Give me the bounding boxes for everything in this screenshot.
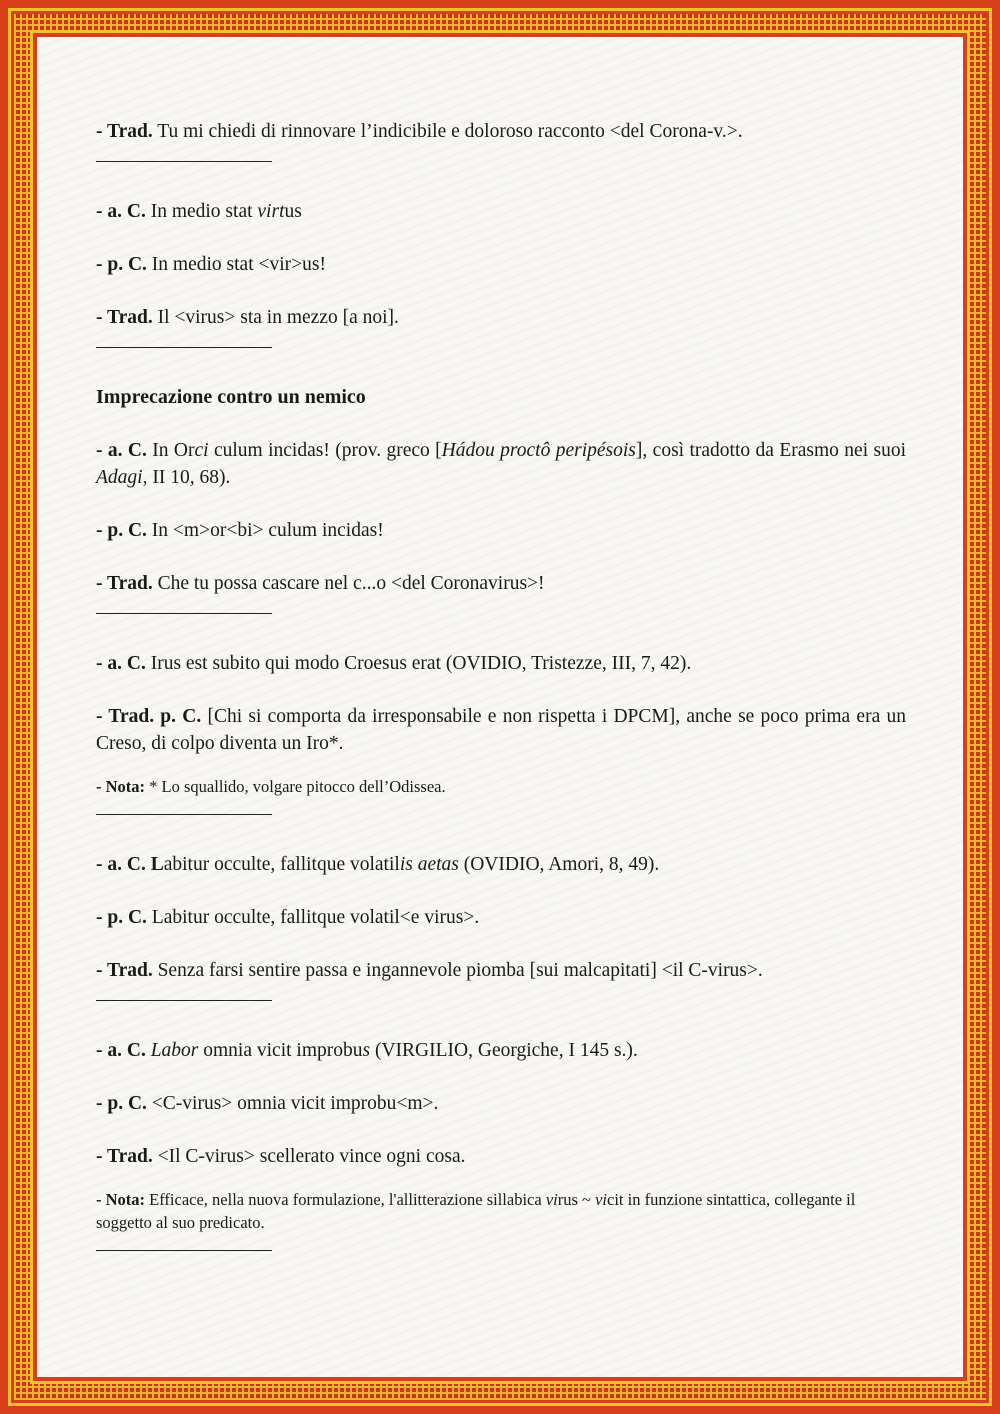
note-line: - Nota: Efficace, nella nuova formulazione, l'allitterazione sillabica virus ~ vicit in funzione sintattica, collegante il soggetto al suo predicato.	[96, 1190, 856, 1232]
ancient-citation: - a. C. In medio stat virtus	[96, 201, 302, 222]
note-line: - Nota: * Lo squallido, volgare pitocco dell’Odissea.	[96, 777, 446, 796]
translation-line: - Trad. <Il C-virus> scellerato vince ogni cosa.	[96, 1146, 466, 1167]
parody-citation: - p. C. <C-virus> omnia vicit improbu<m>.	[96, 1093, 439, 1114]
separator-rule	[96, 1250, 272, 1251]
parody-citation: - p. C. In <m>or<bi> culum incidas!	[96, 520, 384, 541]
translation-parody-line: - Trad. p. C. [Chi si comporta da irresponsabile e non rispetta i DPCM], anche se poco prima era un Creso, di colpo diventa un Iro*.	[96, 706, 906, 754]
separator-rule	[96, 613, 272, 614]
ancient-citation: - a. C. In Orci culum incidas! (prov. greco [Hádou proctô peripésois], così tradotto da Erasmo nei suoi Adagi, II 10, 68).	[96, 440, 907, 488]
translation-line: - Trad. Senza farsi sentire passa e ingannevole piomba [sui malcapitati] <il C-virus>.	[96, 960, 763, 981]
separator-rule	[96, 814, 272, 815]
translation-line: - Trad. Il <virus> sta in mezzo [a noi].	[96, 307, 399, 328]
ancient-citation: - a. C. Labitur occulte, fallitque volatilis aetas (OVIDIO, Amori, 8, 49).	[96, 854, 660, 875]
parody-citation: - p. C. In medio stat <vir>us!	[96, 254, 326, 275]
translation-line: - Trad. Tu mi chiedi di rinnovare l’indicibile e doloroso racconto <del Corona-v.>.	[96, 121, 743, 142]
parody-citation: - p. C. Labitur occulte, fallitque volatil<e virus>.	[96, 907, 480, 928]
ancient-citation: - a. C. Labor omnia vicit improbus (VIRGILIO, Georgiche, I 145 s.).	[96, 1040, 638, 1061]
translation-line: - Trad. Che tu possa cascare nel c...o <del Coronavirus>!	[96, 573, 545, 594]
separator-rule	[96, 1000, 272, 1001]
separator-rule	[96, 347, 272, 348]
ancient-citation: - a. C. Irus est subito qui modo Croesus erat (OVIDIO, Tristezze, III, 7, 42).	[96, 653, 692, 674]
document-body	[96, 118, 906, 1287]
section-heading: Imprecazione contro un nemico	[96, 386, 366, 408]
separator-rule	[96, 161, 272, 162]
